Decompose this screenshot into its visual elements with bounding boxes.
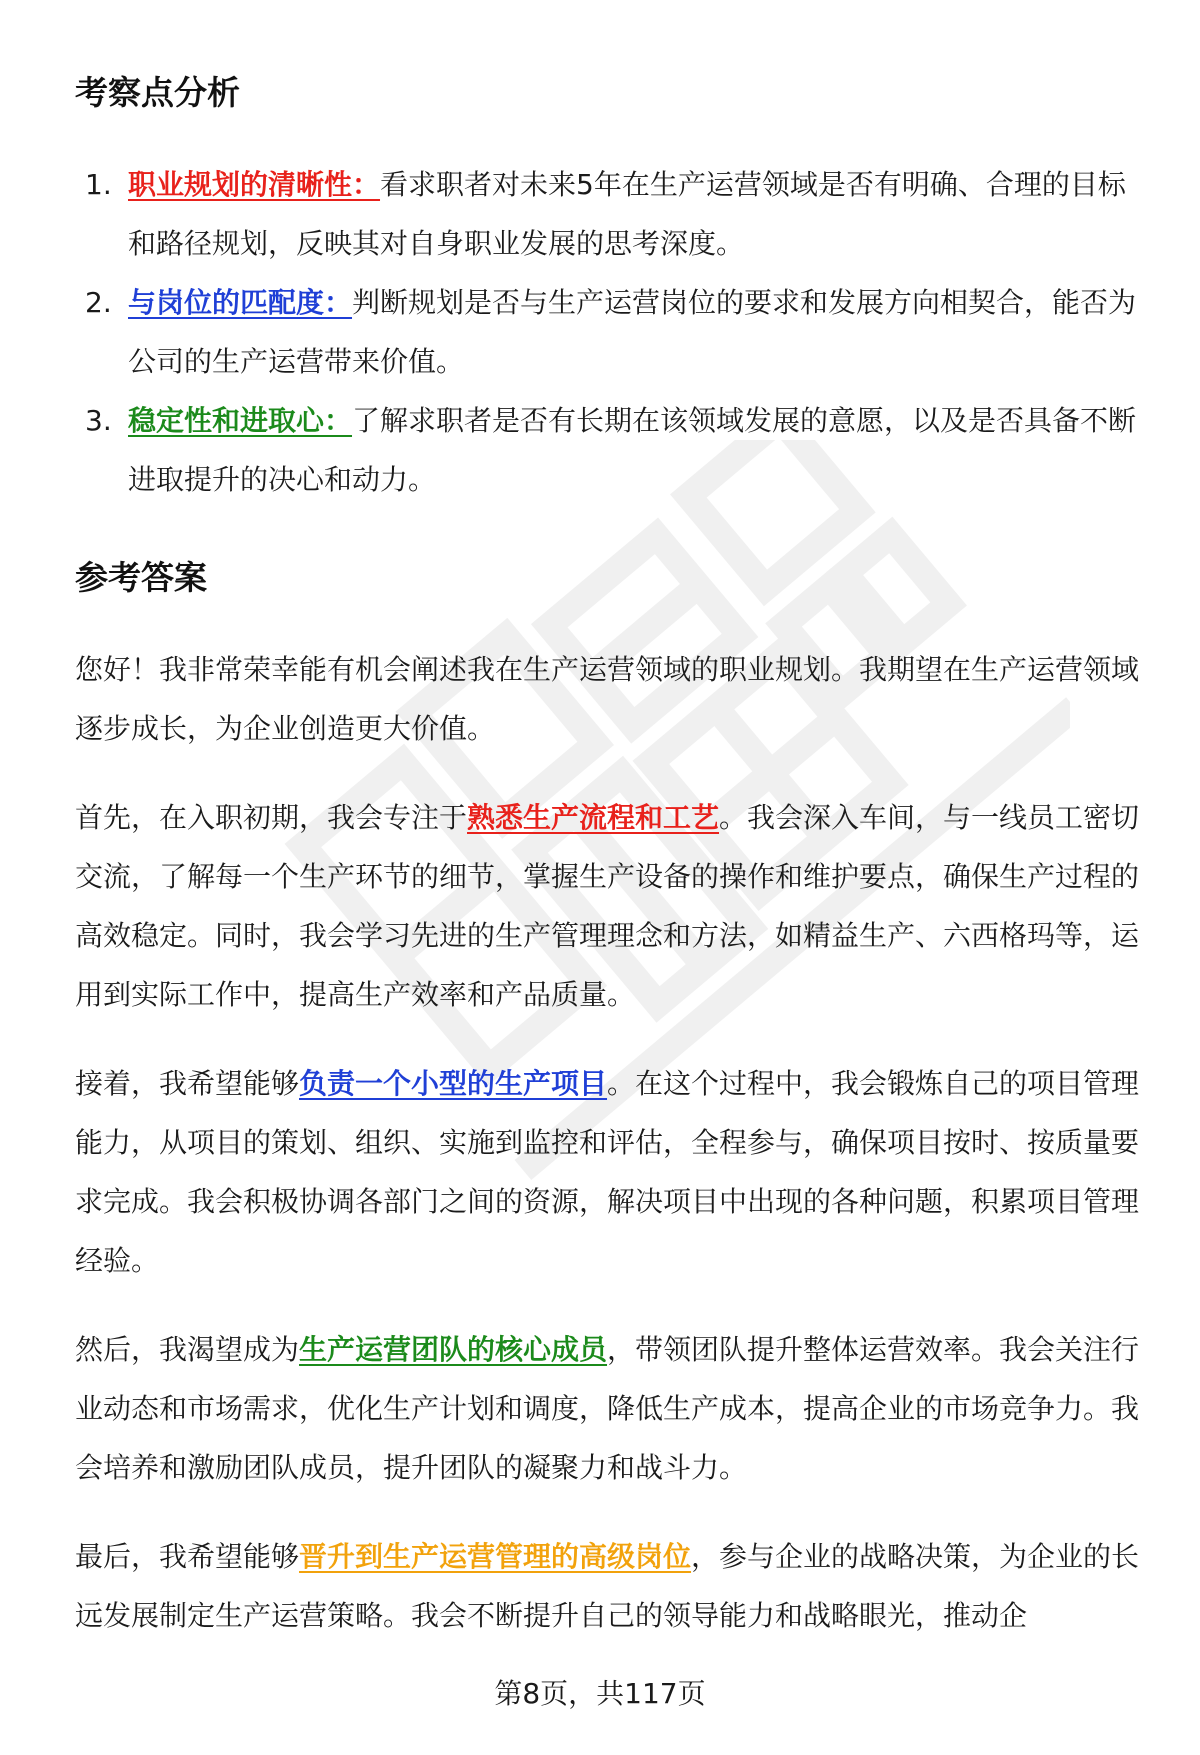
answer-paragraph — [75, 640, 1145, 758]
paragraph-keyword: 熟悉生产流程和工艺 — [467, 800, 720, 834]
list-item — [75, 155, 1145, 273]
paragraph-text: 然后，我渴望成为 — [75, 1332, 300, 1366]
answer-paragraph — [75, 1527, 1145, 1645]
point-text: 了解求职者是否有长期在该领域发展的意愿，以及是否具备不断进取提升的决心和动力。 — [128, 403, 1137, 496]
answer-paragraph — [75, 1054, 1145, 1290]
point-keyword: 稳定性和进取心： — [128, 403, 353, 437]
point-text: 判断规划是否与生产运营岗位的要求和发展方向相契合，能否为公司的生产运营带来价值。 — [128, 285, 1137, 378]
paragraph-keyword: 负责一个小型的生产项目 — [299, 1066, 608, 1100]
answer-paragraph — [75, 1320, 1145, 1497]
list-number: 1. — [85, 167, 112, 201]
paragraph-text: 首先，在入职初期，我会专注于 — [75, 800, 468, 834]
document-content — [75, 60, 1145, 1645]
point-keyword: 职业规划的清晰性： — [128, 167, 381, 201]
list-number: 2. — [85, 285, 112, 319]
point-text: 看求职者对未来5年在生产运营领域是否有明确、合理的目标和路径规划，反映其对自身职业发展的思考深度。 — [128, 167, 1126, 260]
analysis-points-list — [75, 155, 1145, 509]
paragraph-text: 您好！我非常荣幸能有机会阐述我在生产运营领域的职业规划。我期望在生产运营领域逐步成长，为企业创造更大价值。 — [75, 652, 1140, 745]
answer-heading: 参考答案 — [75, 557, 207, 597]
point-keyword: 与岗位的匹配度： — [128, 285, 353, 319]
paragraph-text: ，参与企业的战略决策，为企业的长远发展制定生产运营策略。我会不断提升自己的领导能力和战略眼光，推动企 — [75, 1539, 1140, 1632]
paragraph-keyword: 生产运营团队的核心成员 — [299, 1332, 608, 1366]
paragraph-text: ，带领团队提升整体运营效率。我会关注行业动态和市场需求，优化生产计划和调度，降低生产成本，提高企业的市场竞争力。我会培养和激励团队成员，提升团队的凝聚力和战斗力。 — [75, 1332, 1140, 1484]
paragraph-text: 接着，我希望能够 — [75, 1066, 300, 1100]
paragraph-text: 最后，我希望能够 — [75, 1539, 300, 1573]
page-number-footer: 第8页，共117页 — [494, 1677, 706, 1710]
list-item — [75, 391, 1145, 509]
paragraph-text: 。在这个过程中，我会锻炼自己的项目管理能力，从项目的策划、组织、实施到监控和评估，全程参与，确保项目按时、按质量要求完成。我会积极协调各部门之间的资源，解决项目中出现的各种问题，积累项目管理经验。 — [75, 1066, 1140, 1277]
paragraph-text: 。我会深入车间，与一线员工密切交流，了解每一个生产环节的细节，掌握生产设备的操作和维护要点，确保生产过程的高效稳定。同时，我会学习先进的生产管理理念和方法，如精益生产、六西格玛等，运用到实际工作中，提高生产效率和产品质量。 — [75, 800, 1140, 1011]
answer-paragraph — [75, 788, 1145, 1024]
analysis-heading: 考察点分析 — [75, 73, 240, 112]
list-item — [75, 273, 1145, 391]
paragraph-keyword: 晋升到生产运营管理的高级岗位 — [299, 1539, 692, 1573]
list-number: 3. — [85, 403, 112, 437]
